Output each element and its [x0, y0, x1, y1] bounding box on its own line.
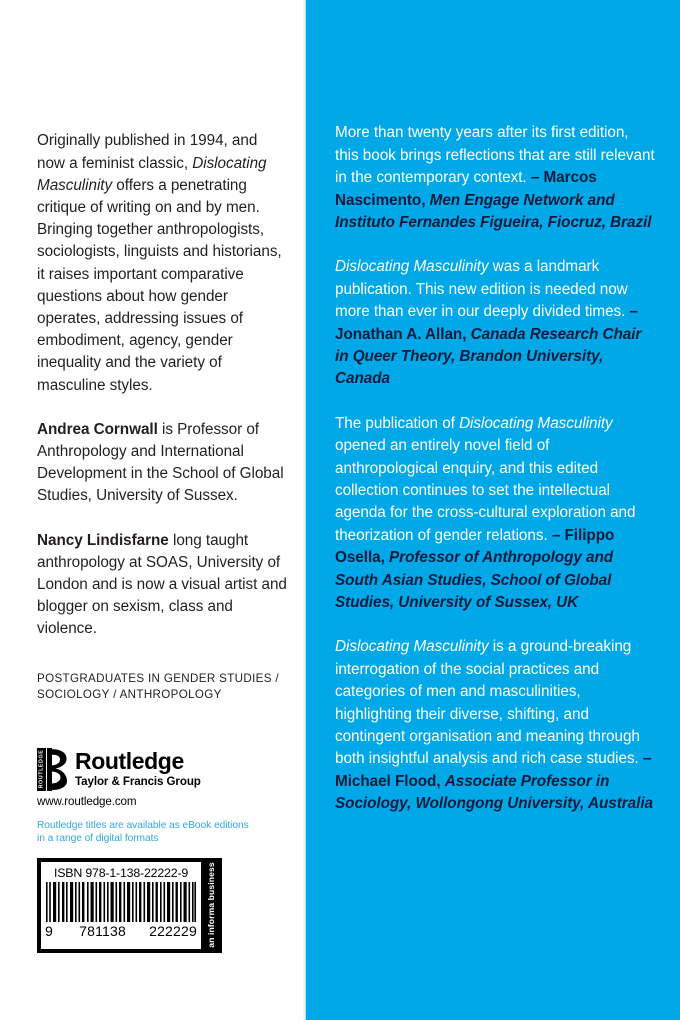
quote-1-attribution: – Marcos Nascimento, [335, 169, 597, 209]
quote-1-body: More than twenty years after its first edition, this book brings reflections that are still relevant in the contemporary context. [335, 124, 655, 187]
author-bio-cornwall [37, 419, 292, 508]
quote-4-attribution: – Michael Flood, [335, 750, 652, 790]
barcode-digit-group-1: 781138 [79, 922, 126, 939]
quote-4-affiliation: Associate Professor in Sociology, Wollongong University, Australia [335, 772, 653, 813]
author-bio-lindisfarne-text: long taught anthropology at SOAS, University of London and is now a visual artist and blogger on sexism, class and violence. [37, 531, 287, 638]
quote-3-body: opened an entirely novel field of anthropological enquiry, and this edited collection continues to set the intellectual agenda for the cross-cultural exploration and theorization of gender relations. [335, 437, 636, 544]
left-white-panel [0, 0, 303, 1020]
description-part-1: Originally published in 1994, and now a feminist classic, [37, 132, 258, 172]
routledge-r-swoosh-icon [47, 748, 68, 791]
quote-1-affiliation: Men Engage Network and Instituto Fernandes Figueira, Fiocruz, Brazil [335, 191, 652, 231]
review-quote-2 [335, 256, 656, 390]
publisher-logo-block [37, 747, 287, 808]
review-quote-1 [335, 122, 656, 234]
quote-4-book-title: Dislocating Masculinity [335, 638, 489, 656]
quote-4-body: is a ground-breaking interrogation of the social practices and categories of men and masculinities, highlighting their diverse, shifting, and contingent organisation and meaning through both insightful analysis and rich case studies. [335, 638, 643, 768]
informa-business-text: an informa business [206, 862, 216, 949]
review-quote-4 [335, 636, 656, 815]
barcode-digits [45, 923, 197, 939]
quote-3-book-title: Dislocating Masculinity [459, 414, 613, 432]
quote-3-attribution: – Filippo Osella, [335, 526, 615, 567]
subject-category: POSTGRADUATES IN GENDER STUDIES / SOCIOLOGY / ANTHROPOLOGY [37, 671, 279, 702]
quote-2-affiliation: Canada Research Chair in Queer Theory, Brandon University, Canada [335, 325, 642, 388]
author-name-cornwall: Andrea Cornwall [37, 420, 158, 438]
publisher-website[interactable]: www.routledge.com [37, 794, 137, 808]
routledge-vertical-bar [37, 748, 46, 791]
quote-2-attribution: – Jonathan A. Allan, [335, 303, 639, 343]
isbn-barcode [37, 858, 222, 953]
barcode-inner [40, 861, 202, 950]
informa-business-label [202, 861, 220, 950]
author-bio-lindisfarne [37, 530, 292, 641]
ebook-availability-note: Routledge titles are available as eBook editions in a range of digital formats [37, 819, 249, 844]
quote-2-book-title: Dislocating Masculinity [335, 258, 489, 276]
quote-3-body-pre: The publication of [335, 414, 460, 432]
review-quote-3 [335, 413, 656, 615]
barcode-digit-group-2: 222229 [149, 922, 197, 939]
routledge-logo-icon [37, 748, 68, 791]
publisher-group: Taylor & Francis Group [75, 774, 201, 788]
barcode-bars-icon [46, 882, 196, 922]
author-name-lindisfarne: Nancy Lindisfarne [37, 531, 169, 549]
routledge-vertical-label: ROUTLEDGE [37, 749, 44, 789]
right-blue-panel [306, 0, 680, 1020]
isbn-number: ISBN 978-1-138-22222-9 [53, 865, 189, 880]
quote-3-affiliation: Professor of Anthropology and South Asian Studies, School of Global Studies, University of Sussex, UK [335, 549, 614, 612]
book-title-italic: Dislocating Masculinity [37, 154, 267, 194]
description-part-2: offers a penetrating critique of writing on and by men. Bringing together anthropologists, sociologists, linguists and historians, it raises important comparative questions about how gender operates, addressing issues of embodiment, agency, gender inequality and the variety of masculine styles. [37, 176, 282, 394]
publisher-name: Routledge [75, 747, 184, 774]
author-bio-cornwall-text: is Professor of Anthropology and International Development in the School of Global Studies, University of Sussex. [37, 420, 284, 505]
barcode-digit-lead: 9 [45, 922, 53, 939]
book-description [37, 130, 289, 396]
quote-2-body: was a landmark publication. This new edition is needed now more than ever in our deeply divided times. [335, 258, 630, 321]
